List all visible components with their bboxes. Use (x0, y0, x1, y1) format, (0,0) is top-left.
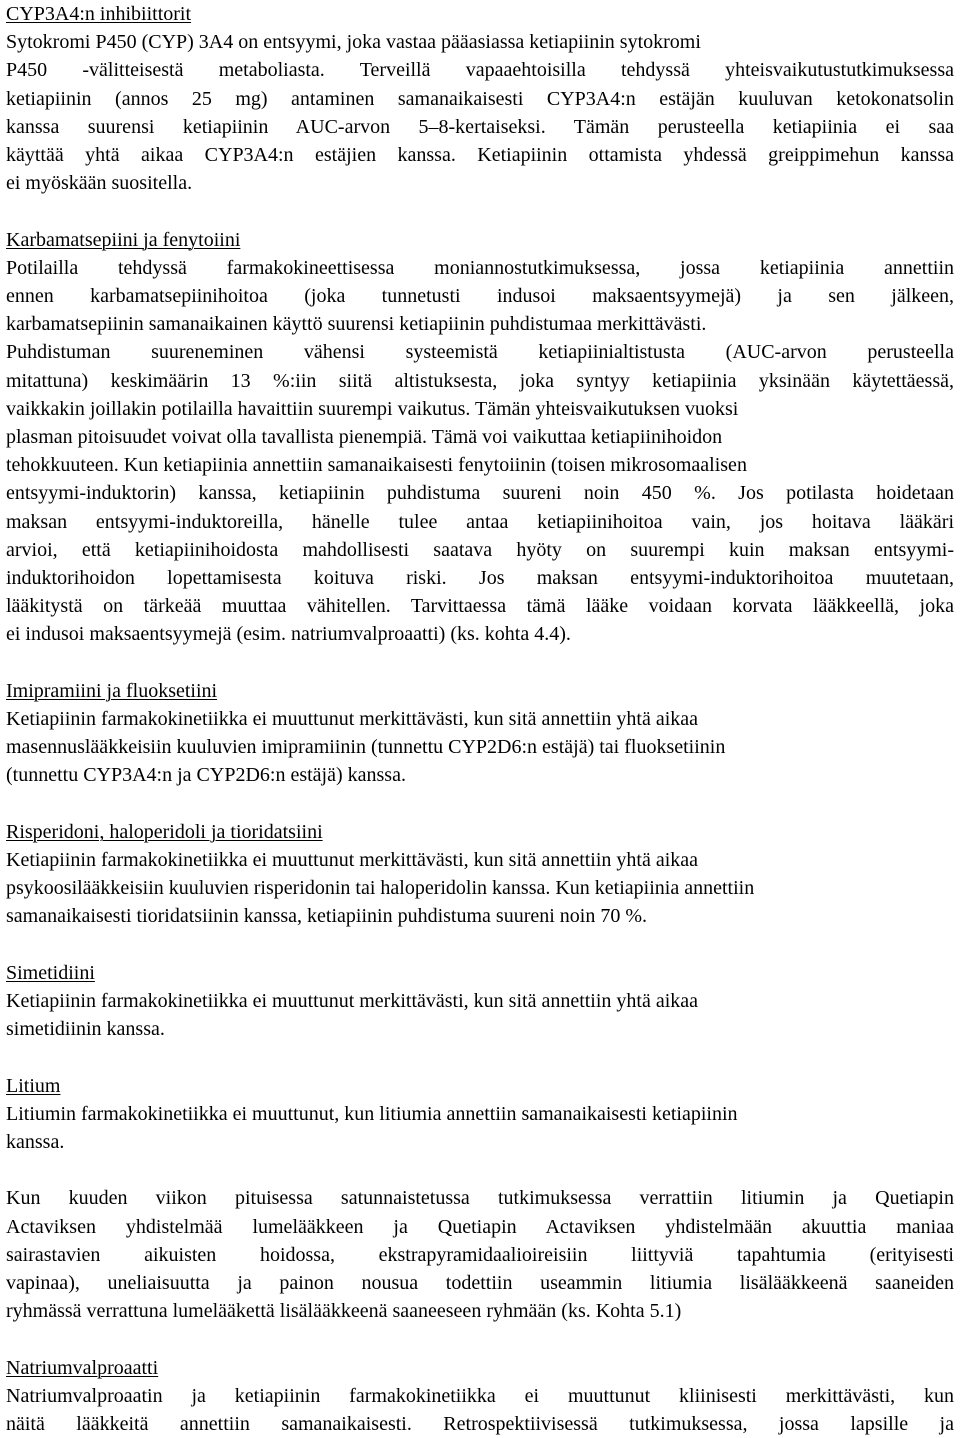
text-line: ennen karbamatsepiinihoitoa (joka tunnetusti indusoi maksaentsyymejä) ja sen jälkeen, (6, 285, 954, 308)
text-line: Natriumvalproaatin ja ketiapiinin farmakokinetiikka ei muuttunut kliinisesti merkittävästi, kun (6, 1384, 954, 1407)
text-line: vaikkakin joillakin potilailla havaittiin suurempi vaikutus. Tämän yhteisvaikutuksen vuoksi (6, 397, 739, 420)
text-line: Sytokromi P450 (CYP) 3A4 on entsyymi, joka vastaa pääasiassa ketiapiinin sytokromi (6, 31, 701, 54)
paragraph-spacer (6, 1325, 954, 1353)
text-line: Actaviksen yhdistelmää lumelääkkeen ja Quetiapin Actaviksen yhdistelmään akuuttia maniaa (6, 1215, 954, 1238)
text-line: (tunnettu CYP3A4:n ja CYP2D6:n estäjä) kanssa. (6, 764, 406, 787)
text-line: masennuslääkkeisiin kuuluvien imipramiinin (tunnettu CYP2D6:n estäjä) tai fluoksetiinin (6, 736, 726, 759)
paragraph-spacer (6, 790, 954, 818)
text-line: lääkitystä on tärkeää muuttaa vähitellen. Tarvittaessa tämä lääke voidaan korvata lääkkeellä, joka (6, 595, 954, 618)
text-line: Litiumin farmakokinetiikka ei muuttunut, kun litiumia annettiin samanaikaisesti ketiapiinin (6, 1102, 738, 1125)
text-line: sairastavien aikuisten hoidossa, ekstrapyramidaalioireisiin liittyviä tapahtumia (erityisesti (6, 1243, 954, 1266)
text-line: ryhmässä verrattuna lumelääkettä lisälääkkeenä saaneeseen ryhmään (ks. Kohta 5.1) (6, 1300, 682, 1323)
section-heading: Simetidiini (6, 961, 95, 984)
text-line: tehokkuuteen. Kun ketiapiinia annettiin samanaikaisesti fenytoiinin (toisen mikrosomaalisen (6, 454, 747, 477)
text-line: kanssa. (6, 1131, 65, 1154)
document-section (6, 677, 954, 790)
paragraph-spacer (6, 649, 954, 677)
document-section (6, 1072, 954, 1157)
document-section (6, 959, 954, 1044)
text-line: ei indusoi maksaentsyymejä (esim. natriumvalproaatti) (ks. kohta 4.4). (6, 623, 571, 646)
paragraph-spacer (6, 197, 954, 225)
document-section (6, 0, 954, 197)
section-heading: CYP3A4:n inhibiittorit (6, 3, 192, 25)
paragraph-spacer (6, 1156, 954, 1184)
text-line: maksan entsyymi-induktoreilla, hänelle tulee antaa ketiapiinihoitoa vain, jos hoitava lääkäri (6, 510, 954, 533)
document-section (6, 818, 954, 931)
text-line: P450 -välitteisestä metaboliasta. Terveillä vapaaehtoisilla tehdyssä yhteisvaikutustutkimuksessa (6, 59, 954, 82)
text-line: mitattuna) keskimäärin 13 %:iin siitä altistuksesta, joka syntyy ketiapiinia yksinään käytettäessä, (6, 369, 954, 392)
text-line: induktorihoidon lopettamisesta koituva riski. Jos maksan entsyymi-induktorihoitoa muutetaan, (6, 567, 954, 590)
text-line: kanssa suurensi ketiapiinin AUC-arvon 5–8-kertaiseksi. Tämän perusteella ketiapiinia ei saa (6, 115, 954, 138)
text-line: Ketiapiinin farmakokinetiikka ei muuttunut merkittävästi, kun sitä annettiin yhtä aikaa (6, 849, 699, 872)
text-line: ketiapiinin (annos 25 mg) antaminen samanaikaisesti CYP3A4:n estäjän kuuluvan ketokonatsolin (6, 87, 954, 110)
paragraph-spacer (6, 1043, 954, 1071)
text-line: Kun kuuden viikon pituisessa satunnaistetussa tutkimuksessa verrattiin litiumin ja Quetiapin (6, 1187, 954, 1210)
text-line: vapinaa), uneliaisuutta ja painon nousua todettiin useammin litiumia lisälääkkeenä saaneiden (6, 1272, 954, 1295)
document-section (6, 226, 954, 649)
text-line: ei myöskään suositella. (6, 172, 193, 195)
text-line: näitä lääkkeitä annettiin samanaikaisesti. Retrospektiivisessä tutkimuksessa, jossa lapsille ja (6, 1413, 954, 1436)
section-heading: Natriumvalproaatti (6, 1356, 159, 1379)
text-line: samanaikaisesti tioridatsiinin kanssa, ketiapiinin puhdistuma suureni noin 70 %. (6, 905, 648, 928)
section-heading: Litium (6, 1074, 61, 1097)
text-line: käyttää yhtä aikaa CYP3A4:n estäjien kanssa. Ketiapiinin ottamista yhdessä greippimehun kanssa (6, 144, 954, 167)
text-line: arvioi, että ketiapiinihoidosta mahdollisesti saatava hyöty on suurempi kuin maksan entsyymi- (6, 538, 954, 561)
text-line: karbamatsepiinin samanaikainen käyttö suurensi ketiapiinin puhdistumaa merkittävästi. (6, 313, 707, 336)
paragraph-spacer (6, 931, 954, 959)
text-line: simetidiinin kanssa. (6, 1018, 165, 1041)
text-line: Potilailla tehdyssä farmakokineettisessa moniannostutkimuksessa, jossa ketiapiinia annettiin (6, 256, 954, 279)
text-line: psykoosilääkkeisiin kuuluvien risperidonin tai haloperidolin kanssa. Kun ketiapiinia annettiin (6, 877, 755, 900)
document-section (6, 1354, 954, 1438)
text-line: Ketiapiinin farmakokinetiikka ei muuttunut merkittävästi, kun sitä annettiin yhtä aikaa (6, 990, 699, 1013)
section-heading: Imipramiini ja fluoksetiini (6, 679, 218, 702)
document-page (6, 0, 954, 1438)
document-section (6, 1184, 954, 1325)
text-line: plasman pitoisuudet voivat olla tavallista pienempiä. Tämä voi vaikuttaa ketiapiinihoidon (6, 426, 723, 449)
section-heading: Risperidoni, haloperidoli ja tioridatsiini (6, 820, 323, 843)
text-line: Ketiapiinin farmakokinetiikka ei muuttunut merkittävästi, kun sitä annettiin yhtä aikaa (6, 708, 699, 731)
text-line: entsyymi-induktorin) kanssa, ketiapiinin puhdistuma suureni noin 450 %. Jos potilasta hoidetaan (6, 482, 954, 505)
section-heading: Karbamatsepiini ja fenytoiini (6, 228, 241, 251)
text-line: Puhdistuman suureneminen vähensi systeemistä ketiapiinialtistusta (AUC-arvon perusteella (6, 341, 954, 364)
